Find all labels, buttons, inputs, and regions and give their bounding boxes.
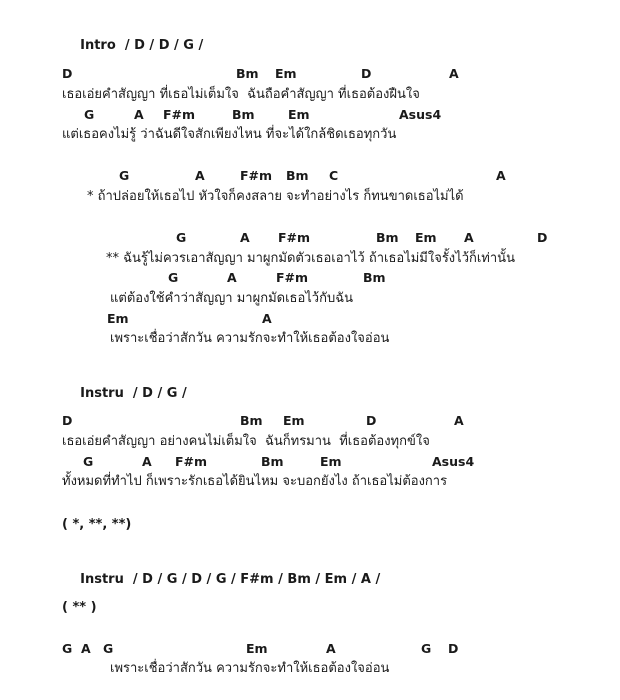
repeat-marker-2: ( ** ) xyxy=(62,600,97,615)
chord: G xyxy=(168,270,179,285)
chord: G xyxy=(176,230,187,245)
chord: G xyxy=(84,107,95,122)
chorus2-line2-lyric: แต่ต้องใช้คำว่าสัญญา มาผูกมัดเธอไว้กับฉัน xyxy=(110,291,353,306)
instru1-line xyxy=(62,374,187,413)
chord: D xyxy=(537,230,548,245)
chord: A xyxy=(496,168,506,183)
instru2-progression: / D / G / D / G / F#m / Bm / Em / A / xyxy=(132,572,381,587)
chord: Bm xyxy=(232,107,255,122)
instru2-line xyxy=(62,560,380,599)
repeat-marker-1: ( *, **, **) xyxy=(62,517,132,532)
outro-line1-lyric: เพราะเชื่อว่าสักวัน ความรักจะทำให้เธอต้องใจอ่อน xyxy=(110,661,390,676)
chord: Em xyxy=(320,454,342,469)
chord: F#m xyxy=(163,107,196,122)
chord: A xyxy=(240,230,250,245)
chord: A xyxy=(142,454,152,469)
intro-progression: / D / D / G / xyxy=(124,38,204,53)
chord: Bm xyxy=(363,270,386,285)
chord: Asus4 xyxy=(399,107,442,122)
chord: Bm xyxy=(261,454,284,469)
chorus2-line1-lyric: ** ฉันรู้ไม่ควรเอาสัญญา มาผูกมัดตัวเธอเอาไว้ ถ้าเธอไม่มีใจรั้งไว้ก็เท่านั้น xyxy=(106,251,515,266)
chord: G xyxy=(119,168,130,183)
chord: D xyxy=(361,66,372,81)
chord: Asus4 xyxy=(432,454,475,469)
chord: D xyxy=(62,66,73,81)
instru1-label: Instru xyxy=(80,386,124,401)
verse1-line2-lyric: แต่เธอคงไม่รู้ ว่าฉันดีใจสักเพียงไหน ที่จะได้ใกล้ชิดเธอทุกวัน xyxy=(62,127,397,142)
verse1-line1-lyric: เธอเอ่ยคำสัญญา ที่เธอไม่เต็มใจ ฉันถือคำสัญญา ที่เธอต้องฝืนใจ xyxy=(62,87,420,102)
chord: A xyxy=(464,230,474,245)
verse2-line1-lyric: เธอเอ่ยคำสัญญา อย่างคนไม่เต็มใจ ฉันก็ทรมาน ที่เธอต้องทุกข์ใจ xyxy=(62,434,430,449)
chorus1-line1-lyric: * ถ้าปล่อยให้เธอไป หัวใจก็คงสลาย จะทำอย่างไร ก็ทนขาดเธอไม่ได้ xyxy=(87,189,464,204)
chord: Em xyxy=(246,641,268,656)
chord: Em xyxy=(288,107,310,122)
chord: C xyxy=(329,168,339,183)
chord: A xyxy=(262,311,272,326)
chord: G xyxy=(421,641,432,656)
chord: Em xyxy=(275,66,297,81)
chord: G xyxy=(103,641,114,656)
chord: Bm xyxy=(240,413,263,428)
chord: G xyxy=(83,454,94,469)
chord: F#m xyxy=(278,230,311,245)
chord: Bm xyxy=(376,230,399,245)
chord: Bm xyxy=(236,66,259,81)
chord: A xyxy=(227,270,237,285)
instru2-label: Instru xyxy=(80,572,124,587)
intro-line xyxy=(62,26,203,65)
chord: A xyxy=(454,413,464,428)
chorus2-line3-lyric: เพราะเชื่อว่าสักวัน ความรักจะทำให้เธอต้องใจอ่อน xyxy=(110,331,390,346)
chord: F#m xyxy=(240,168,273,183)
chord: Em xyxy=(107,311,129,326)
chord: Em xyxy=(283,413,305,428)
chord: F#m xyxy=(175,454,208,469)
chord: D xyxy=(366,413,377,428)
chord: A xyxy=(326,641,336,656)
chord: A xyxy=(134,107,144,122)
chord: Em xyxy=(415,230,437,245)
chord: D xyxy=(62,413,73,428)
intro-label: Intro xyxy=(80,38,116,53)
chord: A xyxy=(81,641,91,656)
chord: F#m xyxy=(276,270,309,285)
chord: D xyxy=(448,641,459,656)
chord: Bm xyxy=(286,168,309,183)
verse2-line2-lyric: ทั้งหมดที่ทำไป ก็เพราะรักเธอได้ยินไหม จะบอกยังไง ถ้าเธอไม่ต้องการ xyxy=(62,474,448,489)
chord: A xyxy=(449,66,459,81)
chord: A xyxy=(195,168,205,183)
instru1-progression: / D / G / xyxy=(132,386,187,401)
chord: G xyxy=(62,641,73,656)
